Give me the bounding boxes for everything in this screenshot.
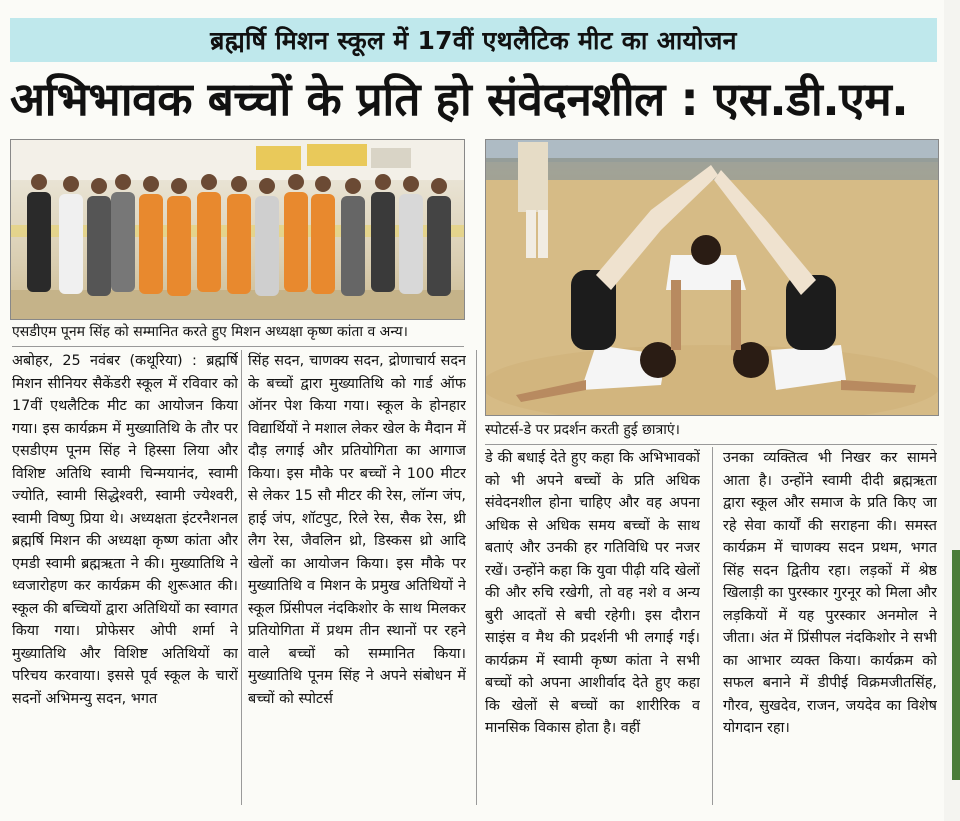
person-head xyxy=(115,174,131,190)
person-head xyxy=(375,174,391,190)
person-head xyxy=(31,174,47,190)
photo-yoga xyxy=(485,139,939,416)
column-divider xyxy=(712,447,713,805)
person-head xyxy=(201,174,217,190)
person-body xyxy=(399,194,423,294)
person-body xyxy=(311,194,335,294)
person-body xyxy=(255,196,279,296)
column-divider xyxy=(476,350,477,805)
person-body xyxy=(87,196,111,296)
article-column-4: उनका व्यक्तित्व भी निखर कर सामने आता है। उन्होंने स्वामी दीदी ब्रह्मऋता द्वारा स्कूल और समाज के प्रति किए जा रहे सेवा कार्यों की सराहना की। समस्त कार्यक्रम में चाणक्य सदन प्रथम, भगत सिंह सदन द्वितीय रहा। लड़कों में श्रेष्ठ खिलाड़ी का पुरस्कार गुरनूर को मिला और लड़कियों में यह पुरस्कार अनमोल ने जीता। अंत में प्रिंसीपल नंदकिशोर ने सभी का आभार व्यक्त किया। कार्यक्रम को सफल बनाने में डीपीई विक्रमजीतसिंह, गौरव, सुखदेव, राजन, जयदेव का विशेष योगदान रहा। xyxy=(723,450,937,736)
photo-right-caption: स्पोटर्स-डे पर प्रदर्शन करती हुई छात्राएं। xyxy=(485,420,937,445)
person-head xyxy=(403,176,419,192)
person-head xyxy=(315,176,331,192)
person-body xyxy=(284,192,308,292)
person-body xyxy=(227,194,251,294)
person-body xyxy=(197,192,221,292)
yoga-photo-illustration xyxy=(486,140,938,415)
person-body xyxy=(427,196,451,296)
person-body xyxy=(59,194,83,294)
photo-left-caption: एसडीएम पूनम सिंह को सम्मानित करते हुए मिशन अध्यक्षा कृष्ण कांता व अन्य। xyxy=(12,322,464,347)
person-head xyxy=(288,174,304,190)
person-body xyxy=(371,192,395,292)
photo-guests xyxy=(10,139,465,320)
person-body xyxy=(139,194,163,294)
article-column-3: डे की बधाई देते हुए कहा कि अभिभावकों को भी अपने बच्चों के प्रति अधिक संवेदनशील होना चाहिए और वह अपना अधिक से अधिक समय बच्चों के साथ बताएं और उनकी हर गतिविधि पर नजर रखें। उन्होंने कहा कि युवा पीढ़ी यदि खेलों की और रुचि रखेगी, तो वह नशे व अन्य बुरी आदतों से बची रहेगी। इस दौरान साइंस व मैथ की प्रदर्शनी भी लगाई गई। कार्यक्रम में स्वामी कृष्ण कांता ने सभी बच्चों को अपना आशीर्वाद देते हुए कहा कि खेलों से बच्चों का शारीरिक व मानसिक विकास होता है। वहीं xyxy=(485,450,700,736)
person-head xyxy=(345,178,361,194)
person-body xyxy=(111,192,135,292)
person-body xyxy=(341,196,365,296)
person-head xyxy=(231,176,247,192)
person-head xyxy=(259,178,275,194)
column-divider xyxy=(241,350,242,805)
article-column-1: अबोहर, 25 नवंबर (कथूरिया) : ब्रह्मर्षि मिशन सीनियर सैकेंडरी स्कूल में रविवार को 17वीं एथलैटिक मीट का आयोजन किया गया। इस कार्यक्रम में मुख्यातिथि के तौर पर एसडीएम पूनम सिंह ने हिस्सा लिया और विशिष्ट अतिथि स्वामी चिन्मयानंद, स्वामी ज्योति, स्वामी सिद्धेश्वरी, स्वामी ज्येश्वरी, स्वामी विष्णु प्रिया थे। अध्यक्षता इंटरनैशनल ब्रह्मर्षि मिशन की अध्यक्षा कृष्ण कांता और एमडी स्वामी ब्रह्मऋता ने की। मुख्यातिथि ने ध्वजारोहण कर कार्यक्रम की शुरूआत की। स्कूल की बच्चियों द्वारा अतिथियों का स्वागत किया गया। प्रोफेसर ओपी शर्मा ने मुख्यातिथि और विशिष्ट अतिथियों का परिचय करवाया। इससे पूर्व स्कूल के चारों सदनों अभिमन्यु सदन, भगत xyxy=(12,353,238,707)
person-head xyxy=(63,176,79,192)
person-head xyxy=(91,178,107,194)
person-head xyxy=(431,178,447,194)
kicker-banner: ब्रह्मर्षि मिशन स्कूल में 17वीं एथलैटिक मीट का आयोजन xyxy=(10,18,937,62)
article-column-2: सिंह सदन, चाणक्य सदन, द्रोणाचार्य सदन के बच्चों द्वारा मुख्यातिथि को गार्ड ऑफ ऑनर पेश किया गया। स्कूल के होनहार विद्यार्थियों ने मशाल लेकर खेल के मैदान में दौड़ लगाई और प्रतियोगिता का आगाज किया। इस मौके पर बच्चों ने 100 मीटर से लेकर 15 सौ मीटर की रेस, लॉन्ग जंप, हाई जंप, शॉटपुट, रिले रेस, सैक रेस, थ्री लैग रेस, जैवलिन थ्रो, डिस्कस थ्रो आदि खेलों का आयोजन किया। इस मौके पर मुख्यातिथि व मिशन के प्रमुख अतिथियों ने स्कूल प्रिंसीपल नंदकिशोर के साथ मिलकर प्रतियोगिता में प्रथम तीन स्थानों पर रहने वाले बच्चों को सम्मानित किया। मुख्यातिथि पूनम सिंह ने अपने संबोधन में बच्चों को स्पोटर्स xyxy=(248,353,466,707)
person-head xyxy=(171,178,187,194)
person-body xyxy=(27,192,51,292)
person-body xyxy=(167,196,191,296)
person-head xyxy=(143,176,159,192)
group-photo-illustration xyxy=(11,140,464,319)
adjacent-page-strip xyxy=(952,550,960,780)
headline: अभिभावक बच्चों के प्रति हो संवेदनशील : एस.डी.एम. xyxy=(10,72,909,126)
